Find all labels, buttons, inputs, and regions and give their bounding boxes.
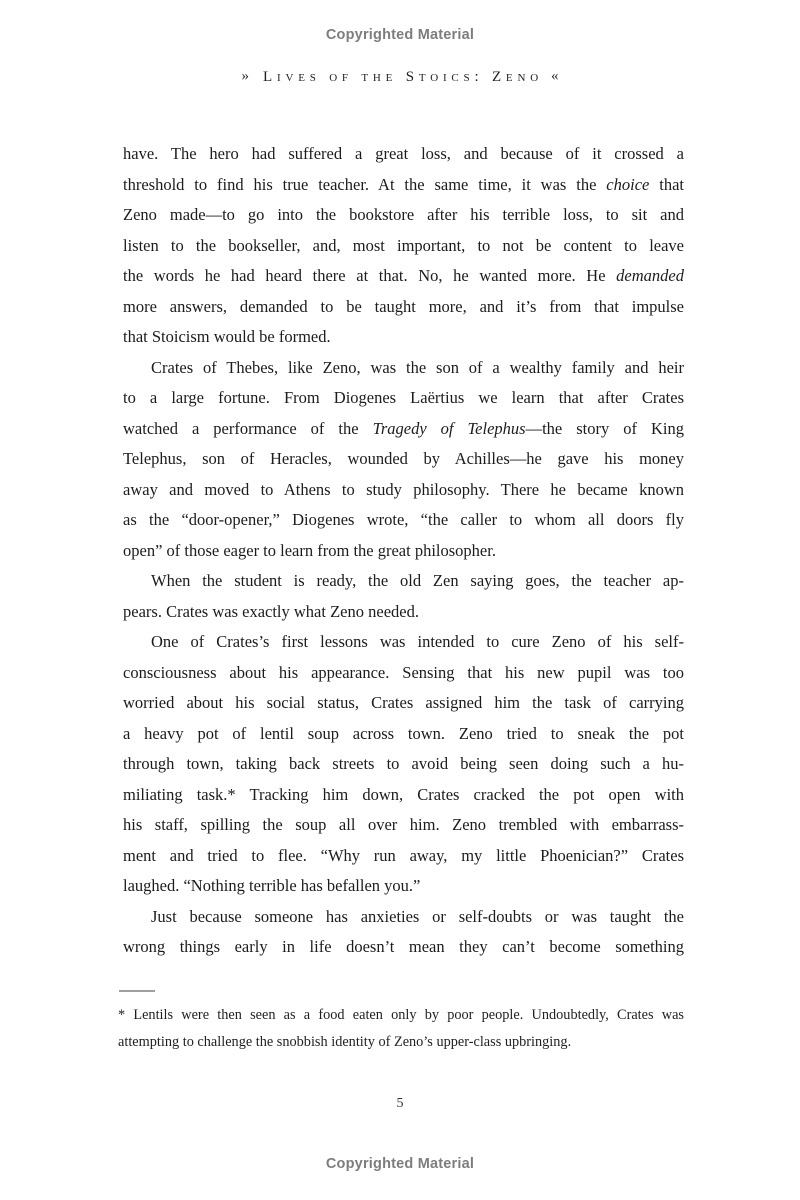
text-line: more answers, demanded to be taught more, and it’s from that impulse — [123, 296, 684, 316]
body-text — [123, 139, 684, 963]
text-line: One of Crates’s first lessons was intended to cure Zeno of his self- — [151, 632, 684, 651]
text-line: Crates of Thebes, like Zeno, was the son of a wealthy family and heir — [151, 357, 684, 377]
text-line: open” of those eager to learn from the great philosopher. — [123, 540, 496, 560]
text-line: laughed. “Nothing terrible has befallen you.” — [123, 876, 421, 895]
footnote-line: * Lentils were then seen as a food eaten only by poor people. Undoubtedly, Crates was — [118, 1007, 684, 1023]
text-line: miliating task.* Tracking him down, Crates cracked the pot open with — [123, 784, 684, 804]
text-line: as the “door-opener,” Diogenes wrote, “the caller to whom all doors fly — [123, 510, 684, 529]
text-line: wrong things early in life doesn’t mean they can’t become something — [123, 937, 684, 956]
text-line: to a large fortune. From Diogenes Laërtius we learn that after Crates — [123, 388, 684, 407]
left-arrow-ornament-icon: « — [550, 68, 559, 84]
right-arrow-ornament-icon: » — [241, 68, 250, 84]
running-head-title: Lives of the Stoics: Zeno — [263, 69, 543, 85]
copyright-notice-top: Copyrighted Material — [325, 27, 475, 43]
running-head — [0, 69, 800, 86]
page-number: 5 — [396, 1096, 404, 1111]
text-line: When the student is ready, the old Zen saying goes, the teacher ap- — [151, 571, 684, 590]
text-line: his staff, spilling the soup all over him. Zeno trembled with embarrass- — [123, 815, 684, 834]
footnote-line: attempting to challenge the snobbish identity of Zeno’s upper-class upbringing. — [118, 1033, 572, 1050]
text-line: Telephus, son of Heracles, wounded by Achilles—he gave his money — [123, 449, 684, 468]
text-line: pears. Crates was exactly what Zeno needed. — [123, 601, 419, 621]
text-line: threshold to find his true teacher. At the same time, it was the choice that — [123, 174, 684, 194]
text-line: listen to the bookseller, and, most important, to not be content to leave — [123, 235, 684, 255]
text-line: that Stoicism would be formed. — [123, 327, 331, 346]
text-line: a heavy pot of lentil soup across town. Zeno tried to sneak the pot — [123, 723, 684, 743]
text-line: worried about his social status, Crates assigned him the task of carrying — [123, 693, 684, 712]
text-line: ment and tried to flee. “Why run away, my little Phoenician?” Crates — [123, 845, 684, 865]
text-line: Zeno made—to go into the bookstore after his terrible loss, to sit and — [123, 205, 684, 224]
copyright-notice-bottom: Copyrighted Material — [325, 1156, 475, 1172]
text-line: watched a performance of the Tragedy of Telephus—the story of King — [123, 418, 685, 438]
text-line: have. The hero had suffered a great loss, and because of it crossed a — [123, 144, 684, 163]
text-line: away and moved to Athens to study philosophy. There he became known — [123, 479, 684, 499]
footnote-text — [118, 1002, 684, 1055]
footnote-divider — [119, 990, 155, 992]
text-line: consciousness about his appearance. Sensing that his new pupil was too — [123, 662, 684, 682]
text-line: the words he had heard there at that. No, he wanted more. He demanded — [123, 266, 684, 285]
text-line: Just because someone has anxieties or self-doubts or was taught the — [151, 906, 684, 926]
text-line: through town, taking back streets to avoid being seen doing such a hu- — [123, 754, 684, 773]
